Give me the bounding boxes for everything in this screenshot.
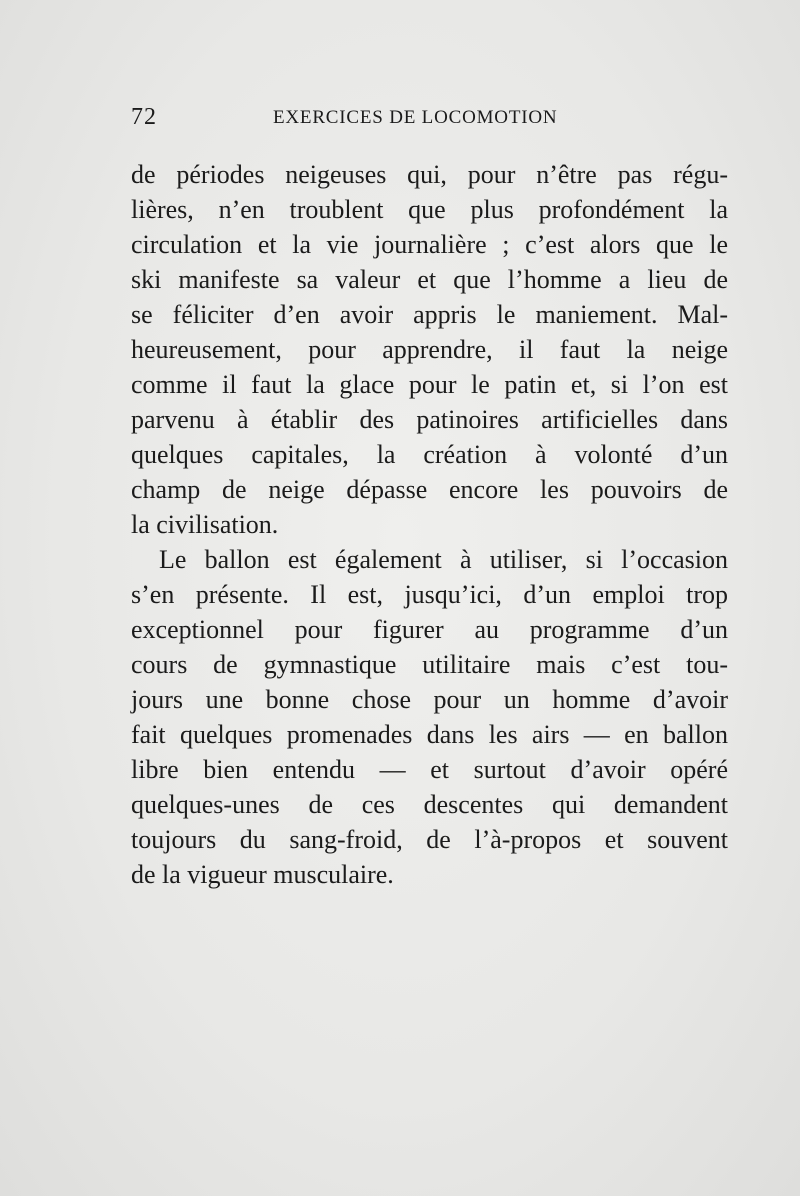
- running-head: EXERCICES DE LOCOMOTION: [273, 107, 558, 128]
- text-line: de périodes neigeuses qui, pour n’être pas régu-: [131, 160, 728, 189]
- paragraph-2: [131, 542, 728, 892]
- text-line: quelques capitales, la création à volonté d’un: [131, 440, 728, 469]
- text-line: ski manifeste sa valeur et que l’homme a lieu de: [131, 265, 728, 294]
- body-text: [131, 157, 728, 892]
- text-line: fait quelques promenades dans les airs — en ballon: [131, 720, 728, 749]
- text-line: Le ballon est également à utiliser, si l’occasion: [159, 545, 728, 574]
- text-line: s’en présente. Il est, jusqu’ici, d’un emploi trop: [131, 580, 728, 609]
- text-line: champ de neige dépasse encore les pouvoirs de: [131, 475, 728, 504]
- text-line: parvenu à établir des patinoires artificielles dans: [131, 405, 728, 434]
- text-line: la civilisation.: [131, 510, 279, 539]
- text-line: cours de gymnastique utilitaire mais c’est tou-: [131, 650, 728, 679]
- paragraph-1: [131, 157, 728, 542]
- text-line: quelques-unes de ces descentes qui demandent: [131, 790, 728, 819]
- text-line: lières, n’en troublent que plus profondément la: [131, 195, 728, 224]
- text-line: toujours du sang-froid, de l’à-propos et souvent: [131, 825, 728, 854]
- text-line: exceptionnel pour figurer au programme d’un: [131, 615, 728, 644]
- text-line: jours une bonne chose pour un homme d’avoir: [131, 685, 728, 714]
- page-header: [131, 102, 728, 132]
- text-line: se féliciter d’en avoir appris le maniement. Mal-: [131, 300, 728, 329]
- text-line: libre bien entendu — et surtout d’avoir opéré: [131, 755, 728, 784]
- page-number: 72: [131, 104, 157, 130]
- text-line: comme il faut la glace pour le patin et, si l’on est: [131, 370, 728, 399]
- text-line: circulation et la vie journalière ; c’est alors que le: [131, 230, 728, 259]
- text-line: de la vigueur musculaire.: [131, 860, 394, 889]
- text-line: heureusement, pour apprendre, il faut la neige: [131, 335, 728, 364]
